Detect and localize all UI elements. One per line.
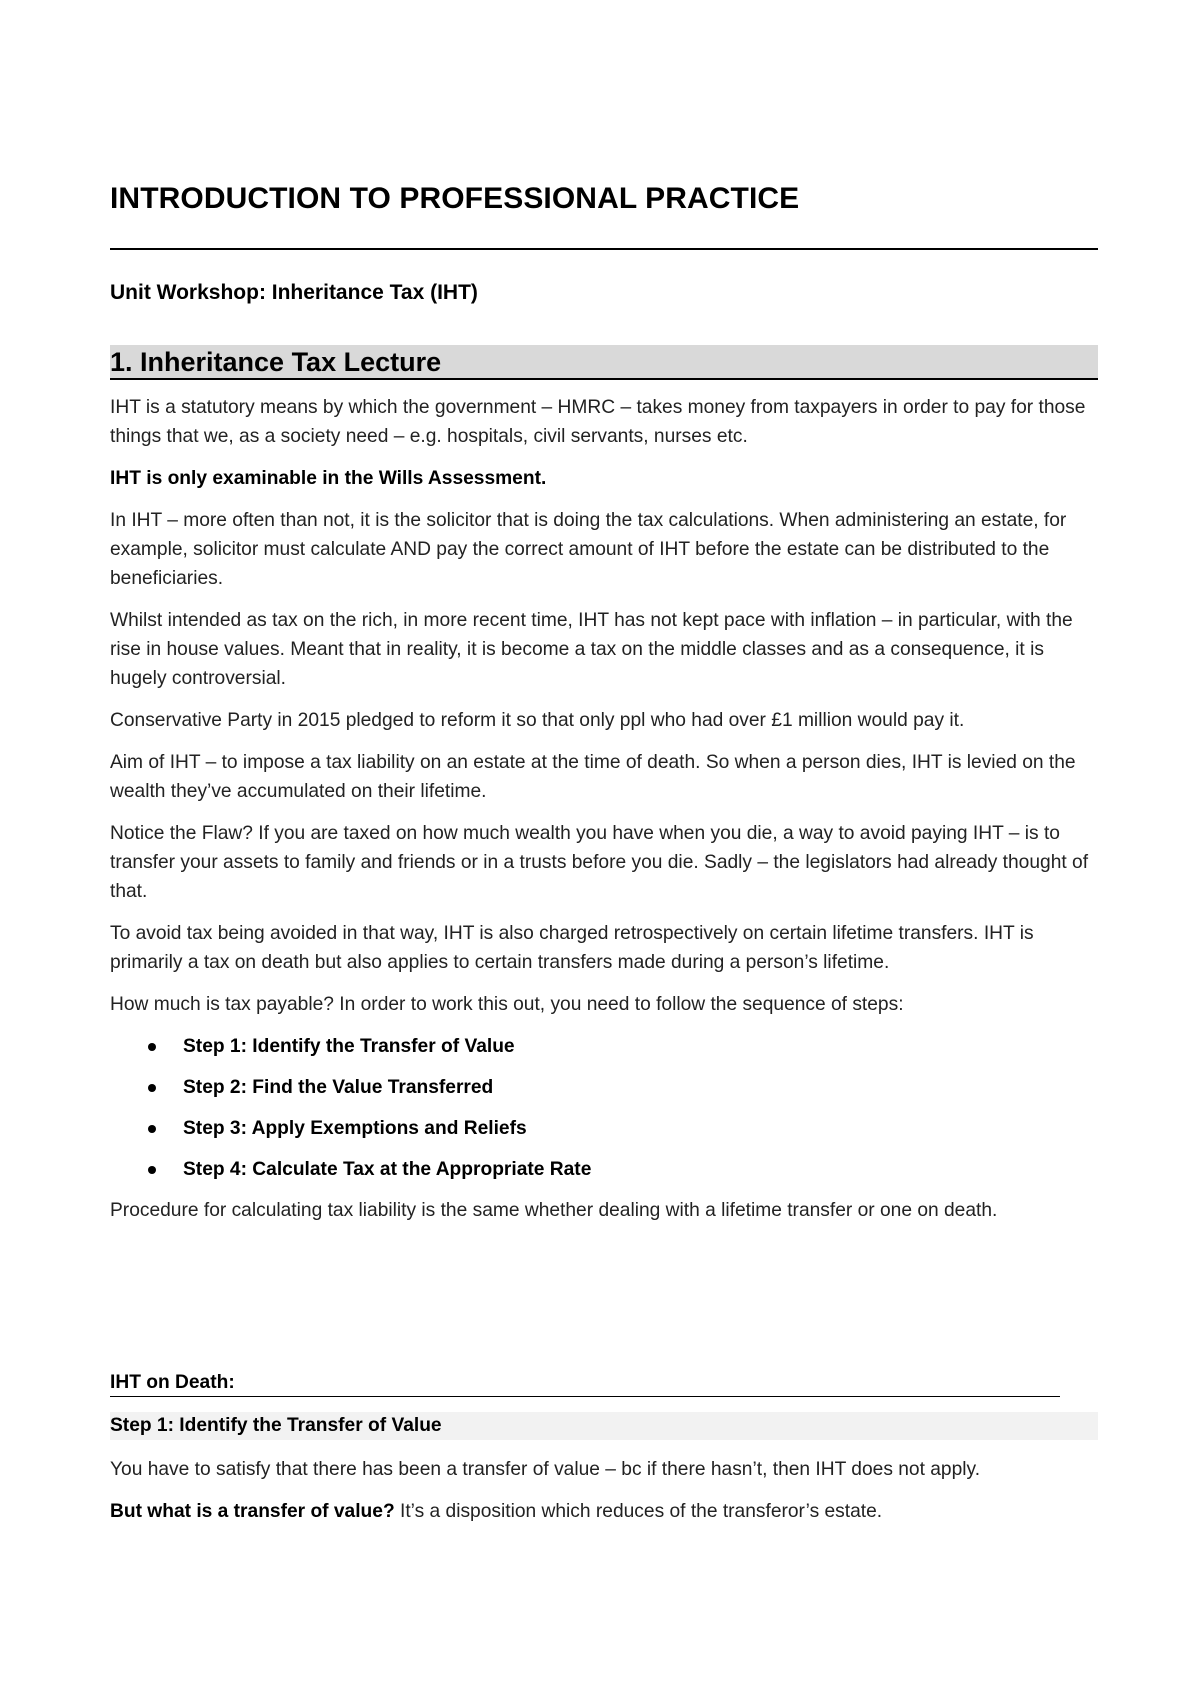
unit-workshop-title: Unit Workshop: Inheritance Tax (IHT) [110,281,478,304]
paragraph-notice-flaw: Notice the Flaw? If you are taxed on how much wealth you have when you die, a way to avoid paying IHT – is to transfer your assets to family and friends or in a trusts before you die. Sadly – the legislators had already thought of that. [110,823,1089,902]
steps-list [110,1032,1098,1184]
question-answer-text: It’s a disposition which reduces of the transferor’s estate. [394,1501,883,1522]
step-label: Step 2: Find the Value Transferred [183,1077,494,1098]
question-bold-text: But what is a transfer of value? [110,1501,395,1522]
list-item [110,1032,1098,1061]
list-item [110,1073,1098,1102]
bullet-icon [148,1125,156,1133]
paragraph-examinable-note: IHT is only examinable in the Wills Assessment. [110,468,547,489]
bullet-icon [148,1043,156,1051]
paragraph-aim-of-iht: Aim of IHT – to impose a tax liability on an estate at the time of death. So when a person dies, IHT is levied on the wealth they’ve accumulated on their lifetime. [110,752,1076,802]
step-label: Step 1: Identify the Transfer of Value [183,1036,515,1057]
title-divider [110,248,1098,250]
bullet-icon [148,1166,156,1174]
step-label: Step 4: Calculate Tax at the Appropriate Rate [183,1159,592,1180]
paragraph-how-much-tax: How much is tax payable? In order to work this out, you need to follow the sequence of steps: [110,994,904,1015]
paragraph-transfer-of-value [110,1497,1098,1526]
list-item [110,1114,1098,1143]
lecture-body [110,393,1098,1238]
paragraph-tax-on-rich: Whilst intended as tax on the rich, in more recent time, IHT has not kept pace with inflation – in particular, with the rise in house values. Meant that in reality, it is become a tax on the middle classes and as a consequence, it is hugely controversial. [110,610,1073,689]
step-label: Step 3: Apply Exemptions and Reliefs [183,1118,527,1139]
paragraph-step1-explanation: You have to satisfy that there has been a transfer of value – bc if there hasn’t, then IHT does not apply. [110,1459,981,1480]
paragraph-solicitor-role: In IHT – more often than not, it is the solicitor that is doing the tax calculations. When administering an estate, for example, solicitor must calculate AND pay the correct amount of IHT before the estate can be distributed to the beneficiaries. [110,510,1067,589]
document-title: INTRODUCTION TO PROFESSIONAL PRACTICE [110,182,800,215]
paragraph-conservative-pledge: Conservative Party in 2015 pledged to reform it so that only ppl who had over £1 million would pay it. [110,710,965,731]
list-item [110,1155,1098,1184]
step1-body [110,1455,1098,1539]
step1-heading: Step 1: Identify the Transfer of Value [110,1412,1098,1440]
paragraph-avoid-tax: To avoid tax being avoided in that way, IHT is also charged retrospectively on certain lifetime transfers. IHT is primarily a tax on death but also applies to certain transfers made during a person’s lifetime. [110,923,1034,973]
iht-on-death-heading: IHT on Death: [110,1370,1060,1397]
paragraph-iht-definition: IHT is a statutory means by which the government – HMRC – takes money from taxpayers in order to pay for those things that we, as a society need – e.g. hospitals, civil servants, nurses etc. [110,397,1086,447]
paragraph-procedure: Procedure for calculating tax liability is the same whether dealing with a lifetime transfer or one on death. [110,1200,998,1221]
bullet-icon [148,1084,156,1092]
section-heading: 1. Inheritance Tax Lecture [110,345,1098,380]
